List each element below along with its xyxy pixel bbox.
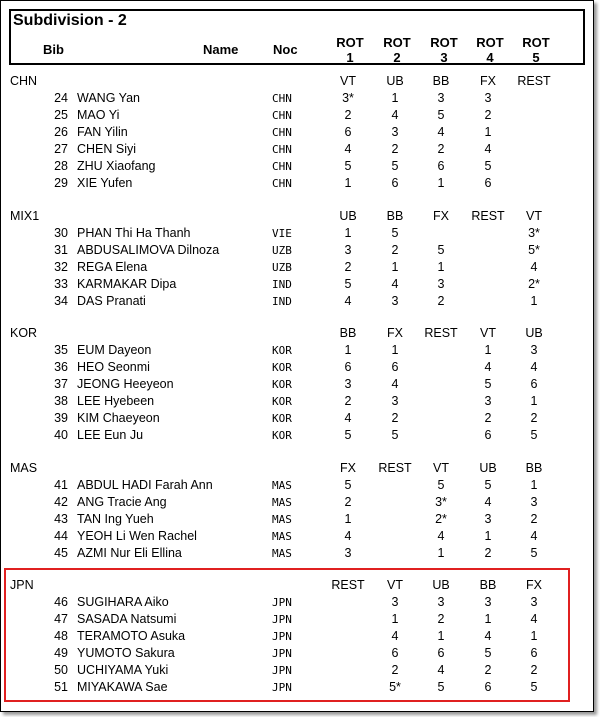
rotation-2-order: 2 <box>391 411 399 425</box>
rotation-2-order: 4 <box>391 377 399 391</box>
rotation-2-order: 2 <box>391 663 399 677</box>
athlete-name: ZHU Xiaofang <box>77 159 156 173</box>
rotation-4-order: 3 <box>484 595 492 609</box>
group-name: CHN <box>10 74 38 88</box>
rotation-3-order: 1 <box>437 546 445 560</box>
rotation-4-order: 6 <box>484 176 492 190</box>
rotation-5-order: 3 <box>530 595 538 609</box>
noc-code: KOR <box>272 361 292 374</box>
noc-code: CHN <box>272 109 292 122</box>
rotation-4-order: 5 <box>484 159 492 173</box>
rotation-1-order: 4 <box>344 411 352 425</box>
athlete-name: HEO Seonmi <box>77 360 150 374</box>
rotation-1-order: 3* <box>342 91 354 105</box>
rotation-3-order: 4 <box>437 663 445 677</box>
table-row <box>0 359 600 376</box>
noc-code: JPN <box>272 613 292 626</box>
athlete-name: FAN Yilin <box>77 125 128 139</box>
apparatus-label: BB <box>386 209 404 223</box>
rotation-5-order: 4 <box>530 360 538 374</box>
table-header <box>9 9 585 65</box>
rotation-1-order: 6 <box>344 360 352 374</box>
apparatus-label: REST <box>471 209 505 223</box>
rotation-1-order: 1 <box>344 343 352 357</box>
rotation-2-order: 6 <box>391 646 399 660</box>
rotation-2-order: 3 <box>391 294 399 308</box>
rotation-2-order: 5* <box>389 680 401 694</box>
bib-number: 30 <box>54 226 68 240</box>
noc-code: CHN <box>272 160 292 173</box>
rotation-1-order: 3 <box>344 377 352 391</box>
rotation-4-order: 2 <box>484 411 492 425</box>
rotation-4-order: 5 <box>484 377 492 391</box>
apparatus-label: REST <box>424 326 458 340</box>
noc-code: KOR <box>272 378 292 391</box>
rotation-3-order: 6 <box>437 646 445 660</box>
group-name: JPN <box>10 578 34 592</box>
table-row <box>0 276 600 293</box>
rotation-5-order: 5* <box>528 243 540 257</box>
athlete-name: MIYAKAWA Sae <box>77 680 168 694</box>
athlete-name: KARMAKAR Dipa <box>77 277 177 291</box>
athlete-name: LEE Eun Ju <box>77 428 144 442</box>
rotation-1-order: 5 <box>344 277 352 291</box>
table-row <box>0 242 600 259</box>
apparatus-label: VT <box>526 209 542 223</box>
rotation-4-order: 6 <box>484 428 492 442</box>
table-row <box>0 528 600 545</box>
apparatus-label: FX <box>526 578 542 592</box>
rotation-3-order: 3 <box>437 91 445 105</box>
rotation-5-order: 2 <box>530 512 538 526</box>
rotation-4-header: ROT 4 <box>476 35 504 65</box>
group-name: KOR <box>10 326 38 340</box>
bib-number: 48 <box>54 629 68 643</box>
rotation-2-order: 5 <box>391 226 399 240</box>
rotation-5-order: 2 <box>530 663 538 677</box>
table-row <box>0 141 600 158</box>
rotation-1-order: 4 <box>344 294 352 308</box>
athlete-name: REGA Elena <box>77 260 148 274</box>
rotation-2-order: 1 <box>391 260 399 274</box>
rotation-4-order: 1 <box>484 612 492 626</box>
table-row <box>0 124 600 141</box>
noc-code: KOR <box>272 412 292 425</box>
table-row <box>0 477 600 494</box>
athlete-name: YUMOTO Sakura <box>77 646 175 660</box>
bib-number: 47 <box>54 612 68 626</box>
rotation-2-order: 3 <box>391 595 399 609</box>
rotation-4-order: 4 <box>484 360 492 374</box>
apparatus-label: BB <box>432 74 450 88</box>
apparatus-label: VT <box>387 578 403 592</box>
bib-number: 49 <box>54 646 68 660</box>
noc-code: MAS <box>272 496 292 509</box>
apparatus-label: UB <box>386 74 404 88</box>
rotation-3-order: 3 <box>437 595 445 609</box>
noc-code: CHN <box>272 126 292 139</box>
rotation-5-order: 3 <box>530 343 538 357</box>
rotation-1-order: 5 <box>344 428 352 442</box>
rotation-4-order: 5 <box>484 478 492 492</box>
noc-code: CHN <box>272 92 292 105</box>
rotation-2-order: 2 <box>391 243 399 257</box>
athlete-name: TAN Ing Yueh <box>77 512 154 526</box>
apparatus-label: UB <box>479 461 497 475</box>
rotation-2-order: 4 <box>391 108 399 122</box>
athlete-name: XIE Yufen <box>77 176 133 190</box>
rotation-3-order: 4 <box>437 125 445 139</box>
apparatus-label: BB <box>339 326 357 340</box>
table-row <box>0 259 600 276</box>
rotation-5-order: 4 <box>530 260 538 274</box>
apparatus-label: UB <box>432 578 450 592</box>
page-title: Subdivision - 2 <box>13 12 127 29</box>
noc-code: MAS <box>272 479 292 492</box>
rotation-3-order: 1 <box>437 260 445 274</box>
rotation-5-order: 2 <box>530 411 538 425</box>
athlete-name: ABDUSALIMOVA Dilnoza <box>77 243 220 257</box>
bib-number: 45 <box>54 546 68 560</box>
rotation-3-order: 2 <box>437 612 445 626</box>
apparatus-label: UB <box>339 209 357 223</box>
rotation-2-order: 5 <box>391 159 399 173</box>
apparatus-label: FX <box>387 326 403 340</box>
rotation-1-order: 6 <box>344 125 352 139</box>
rotation-4-order: 1 <box>484 343 492 357</box>
rotation-2-order: 4 <box>391 277 399 291</box>
bib-number: 40 <box>54 428 68 442</box>
table-row <box>0 393 600 410</box>
table-row <box>0 225 600 242</box>
athlete-name: SASADA Natsumi <box>77 612 177 626</box>
bib-number: 35 <box>54 343 68 357</box>
rotation-1-order: 2 <box>344 260 352 274</box>
bib-number: 31 <box>54 243 68 257</box>
rotation-1-order: 2 <box>344 394 352 408</box>
rotation-2-order: 5 <box>391 428 399 442</box>
bib-number: 39 <box>54 411 68 425</box>
noc-code: MAS <box>272 530 292 543</box>
rotation-1-order: 3 <box>344 546 352 560</box>
rotation-4-order: 1 <box>484 125 492 139</box>
athlete-name: WANG Yan <box>77 91 140 105</box>
rotation-2-header: ROT 2 <box>383 35 411 65</box>
bib-number: 41 <box>54 478 68 492</box>
rotation-1-order: 1 <box>344 226 352 240</box>
athlete-name: YEOH Li Wen Rachel <box>77 529 197 543</box>
noc-code: JPN <box>272 681 292 694</box>
rotation-5-order: 1 <box>530 294 538 308</box>
rotation-3-order: 5 <box>437 243 445 257</box>
bib-number: 29 <box>54 176 68 190</box>
apparatus-label: REST <box>331 578 365 592</box>
athlete-name: LEE Hyebeen <box>77 394 155 408</box>
bib-number: 38 <box>54 394 68 408</box>
name-column-header: Name <box>203 42 239 57</box>
rotation-4-order: 6 <box>484 680 492 694</box>
table-row <box>0 293 600 310</box>
rotation-5-order: 6 <box>530 377 538 391</box>
athlete-name: MAO Yi <box>77 108 120 122</box>
table-row <box>0 342 600 359</box>
athlete-name: EUM Dayeon <box>77 343 152 357</box>
noc-code: CHN <box>272 177 292 190</box>
rotation-5-order: 6 <box>530 646 538 660</box>
bib-number: 32 <box>54 260 68 274</box>
rotation-5-order: 1 <box>530 394 538 408</box>
apparatus-label: FX <box>480 74 496 88</box>
rotation-4-order: 2 <box>484 108 492 122</box>
rotation-1-order: 1 <box>344 176 352 190</box>
noc-code: KOR <box>272 429 292 442</box>
rotation-5-order: 3 <box>530 495 538 509</box>
table-row <box>0 90 600 107</box>
bib-number: 36 <box>54 360 68 374</box>
apparatus-label: FX <box>433 209 449 223</box>
noc-column-header: Noc <box>273 42 298 57</box>
rotation-1-order: 2 <box>344 495 352 509</box>
noc-code: KOR <box>272 395 292 408</box>
rotation-2-order: 4 <box>391 629 399 643</box>
athlete-name: TERAMOTO Asuka <box>77 629 186 643</box>
table-row <box>0 175 600 192</box>
rotation-3-order: 4 <box>437 529 445 543</box>
rotation-4-order: 5 <box>484 646 492 660</box>
noc-code: UZB <box>272 261 292 274</box>
noc-code: KOR <box>272 344 292 357</box>
rotation-1-order: 4 <box>344 529 352 543</box>
rotation-2-order: 6 <box>391 176 399 190</box>
rotation-5-order: 5 <box>530 428 538 442</box>
rotation-4-order: 2 <box>484 546 492 560</box>
rotation-5-order: 2* <box>528 277 540 291</box>
noc-code: IND <box>272 278 292 291</box>
jpn-highlight-box <box>4 568 570 702</box>
rotation-3-order: 2 <box>437 294 445 308</box>
bib-number: 42 <box>54 495 68 509</box>
group-name: MIX1 <box>10 209 40 223</box>
rotation-1-order: 1 <box>344 512 352 526</box>
rotation-4-order: 3 <box>484 394 492 408</box>
bib-number: 51 <box>54 680 68 694</box>
table-row <box>0 158 600 175</box>
rotation-2-order: 3 <box>391 394 399 408</box>
apparatus-label: REST <box>517 74 551 88</box>
rotation-5-order: 1 <box>530 629 538 643</box>
rotation-3-order: 2* <box>435 512 447 526</box>
apparatus-label: UB <box>525 326 543 340</box>
noc-code: CHN <box>272 143 292 156</box>
rotation-2-order: 2 <box>391 142 399 156</box>
apparatus-label: BB <box>479 578 497 592</box>
table-row <box>0 376 600 393</box>
noc-code: IND <box>272 295 292 308</box>
rotation-2-order: 3 <box>391 125 399 139</box>
bib-number: 33 <box>54 277 68 291</box>
table-row <box>0 410 600 427</box>
athlete-name: UCHIYAMA Yuki <box>77 663 169 677</box>
rotation-3-order: 3* <box>435 495 447 509</box>
rotation-5-order: 5 <box>530 680 538 694</box>
athlete-name: DAS Pranati <box>77 294 146 308</box>
apparatus-label: VT <box>433 461 449 475</box>
rotation-1-order: 2 <box>344 108 352 122</box>
bib-number: 50 <box>54 663 68 677</box>
rotation-2-order: 6 <box>391 360 399 374</box>
bib-number: 27 <box>54 142 68 156</box>
rotation-2-order: 1 <box>391 612 399 626</box>
bib-number: 24 <box>54 91 68 105</box>
table-row <box>0 511 600 528</box>
noc-code: JPN <box>272 596 292 609</box>
athlete-name: ANG Tracie Ang <box>77 495 167 509</box>
noc-code: VIE <box>272 227 292 240</box>
rotation-1-header: ROT 1 <box>336 35 364 65</box>
noc-code: JPN <box>272 647 292 660</box>
athlete-name: CHEN Siyi <box>77 142 137 156</box>
noc-code: MAS <box>272 513 292 526</box>
rotation-4-order: 4 <box>484 629 492 643</box>
noc-code: JPN <box>272 630 292 643</box>
rotation-3-order: 3 <box>437 277 445 291</box>
bib-number: 26 <box>54 125 68 139</box>
group-name: MAS <box>10 461 38 475</box>
rotation-2-order: 1 <box>391 91 399 105</box>
rotation-4-order: 3 <box>484 512 492 526</box>
apparatus-label: BB <box>525 461 543 475</box>
rotation-3-order: 1 <box>437 629 445 643</box>
athlete-name: JEONG Heeyeon <box>77 377 174 391</box>
rotation-3-order: 5 <box>437 108 445 122</box>
bib-number: 28 <box>54 159 68 173</box>
athlete-name: SUGIHARA Aiko <box>77 595 169 609</box>
rotation-5-order: 1 <box>530 478 538 492</box>
rotation-1-order: 4 <box>344 142 352 156</box>
rotation-3-order: 5 <box>437 680 445 694</box>
bib-number: 44 <box>54 529 68 543</box>
rotation-4-order: 2 <box>484 663 492 677</box>
apparatus-label: VT <box>340 74 356 88</box>
athlete-name: ABDUL HADI Farah Ann <box>77 478 213 492</box>
rotation-5-order: 4 <box>530 529 538 543</box>
bib-number: 43 <box>54 512 68 526</box>
rotation-5-header: ROT 5 <box>522 35 550 65</box>
rotation-3-header: ROT 3 <box>430 35 458 65</box>
bib-column-header: Bib <box>43 42 64 57</box>
apparatus-label: VT <box>480 326 496 340</box>
athlete-name: KIM Chaeyeon <box>77 411 160 425</box>
rotation-3-order: 1 <box>437 176 445 190</box>
rotation-5-order: 4 <box>530 612 538 626</box>
athlete-name: PHAN Thi Ha Thanh <box>77 226 191 240</box>
apparatus-label: REST <box>378 461 412 475</box>
bib-number: 37 <box>54 377 68 391</box>
rotation-3-order: 5 <box>437 478 445 492</box>
rotation-1-order: 5 <box>344 478 352 492</box>
apparatus-label: FX <box>340 461 356 475</box>
table-row <box>0 494 600 511</box>
rotation-5-order: 3* <box>528 226 540 240</box>
rotation-4-order: 4 <box>484 142 492 156</box>
bib-number: 46 <box>54 595 68 609</box>
rotation-1-order: 5 <box>344 159 352 173</box>
table-row <box>0 107 600 124</box>
rotation-4-order: 1 <box>484 529 492 543</box>
table-row <box>0 545 600 562</box>
rotation-4-order: 4 <box>484 495 492 509</box>
noc-code: UZB <box>272 244 292 257</box>
table-row <box>0 427 600 444</box>
rotation-4-order: 3 <box>484 91 492 105</box>
rotation-1-order: 3 <box>344 243 352 257</box>
rotation-5-order: 5 <box>530 546 538 560</box>
rotation-3-order: 6 <box>437 159 445 173</box>
noc-code: JPN <box>272 664 292 677</box>
noc-code: MAS <box>272 547 292 560</box>
rotation-3-order: 2 <box>437 142 445 156</box>
rotation-2-order: 1 <box>391 343 399 357</box>
bib-number: 34 <box>54 294 68 308</box>
athlete-name: AZMI Nur Eli Ellina <box>77 546 182 560</box>
bib-number: 25 <box>54 108 68 122</box>
